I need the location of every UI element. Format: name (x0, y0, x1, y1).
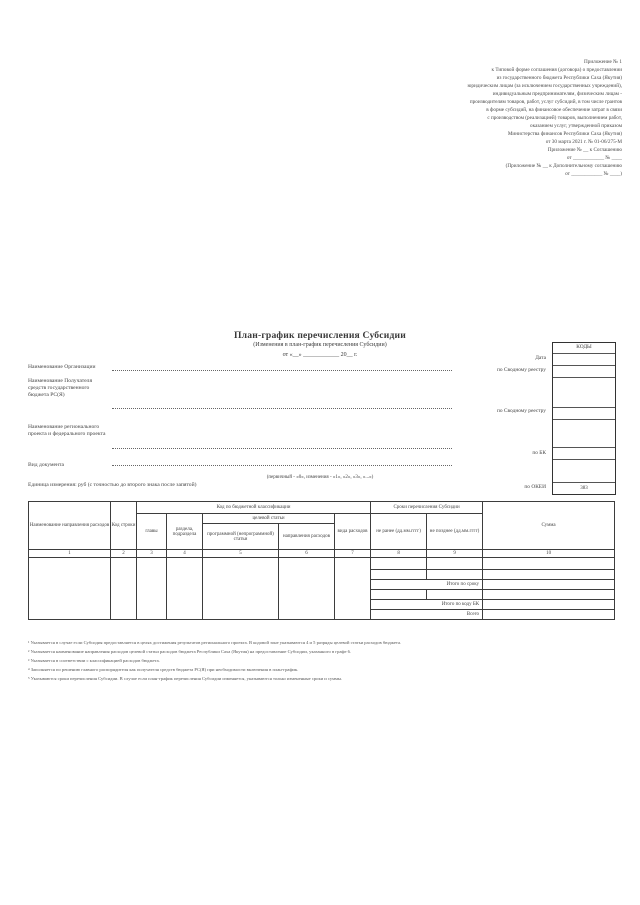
appendix-line: от ____________ № ____ (566, 155, 622, 161)
col-number: 1 (29, 550, 111, 558)
doc-type-hint: (первичный - «0», изменения - «1», «2», «3», «...») (266, 475, 374, 480)
table-cell (483, 590, 615, 600)
appendix-line: Приложение № __ к Соглашению (547, 147, 622, 153)
appendix-line: производителям товаров, работ, услуг субсидий, в том числе грантов (469, 99, 622, 105)
table-cell (111, 558, 137, 620)
table-cell (483, 570, 615, 580)
org-label: Наименование Организации (28, 364, 96, 370)
kbk-total-label: Итого по коду БК (371, 600, 483, 610)
table-cell (483, 558, 615, 570)
col-header-sum: Сумма (483, 502, 615, 550)
appendix-line: Министерства финансов Республики Саха (Якутия) (507, 131, 622, 137)
project-label: Наименование регионального проекта и федерального проекта (28, 424, 106, 437)
col-header-code: Код строки (111, 502, 137, 550)
appendix-line: с производством (реализацией) товаров, выполнением работ, (487, 115, 622, 121)
table-cell (427, 590, 483, 600)
table-cell (167, 558, 203, 620)
appendix-line: в форме субсидий, на финансовое обеспечение затрат в связи (486, 107, 622, 113)
code-label-date: Дата (535, 355, 546, 361)
col-header-srok: Сроки перечисления Субсидии (371, 502, 483, 514)
col-header-cs-dir: направления расходов (279, 524, 335, 550)
appendix-line: к Типовой форме соглашения (договора) о предоставлении (491, 67, 622, 73)
footnotes (28, 638, 614, 683)
table-cell (427, 570, 483, 580)
col-header-cs: целевой статьи (203, 514, 335, 524)
code-cell-svod2-b (553, 419, 615, 420)
code-label-svod2: по Сводному реестру (497, 408, 546, 414)
appendix-line: из государственного бюджета Республики Саха (Якутия) (496, 75, 622, 81)
col-number: 10 (483, 550, 615, 558)
footnote: ² Указывается наименование направления расходов целевой статьи расходов бюджета Республики Саха (Якутия) на предоставление Субсидии, указанного в графе 6. (28, 649, 352, 654)
doc-type-field (112, 465, 452, 466)
table-cell (279, 558, 335, 620)
table-cell (483, 600, 615, 610)
project-field (112, 448, 452, 449)
units-label: Единица измерения: руб (с точностью до второго знака после запятой) (28, 482, 197, 488)
code-cell-date (553, 353, 615, 354)
schedule-table (28, 501, 615, 620)
col-number: 9 (427, 550, 483, 558)
codes-title: КОДЫ (576, 344, 592, 350)
term-total-label: Итого по сроку (371, 580, 483, 590)
codes-box (552, 342, 616, 495)
appendix-line: от ____________ № ____) (565, 171, 622, 177)
document-date: от «__» ____________ 20__ г. (282, 352, 358, 358)
appendix-line: индивидуальным предпринимателям, физическим лицам - (492, 91, 622, 97)
appendix-line: Приложение № 1 (584, 59, 622, 65)
code-cell-bk (553, 447, 615, 448)
footnote: ¹ Указывается в случае если Субсидия предоставляется в целях достижения результатов регионального проекта. В кодовой зоне указываются 4 и 5 разряды целевой статьи расходов бюджета. (28, 640, 402, 645)
grbs-field (112, 408, 452, 409)
table-cell (335, 558, 371, 620)
code-cell-svod2 (553, 407, 615, 408)
appendix-block (352, 58, 622, 178)
col-number: 5 (203, 550, 279, 558)
col-header-glava: главы (137, 514, 167, 550)
col-header-srok-from: не ранее (дд.мм.гггг) (371, 514, 427, 550)
table-cell (371, 590, 427, 600)
table-cell (203, 558, 279, 620)
org-field (112, 370, 452, 371)
appendix-line: от 30 марта 2021 г. № 01-06/275-М (545, 139, 622, 145)
code-label-svod: по Сводному реестру (497, 367, 546, 373)
footnote: ³ Указывается в соответствии с классификацией расходов бюджета. (28, 658, 160, 663)
table-cell (137, 558, 167, 620)
appendix-line: (Приложение № __ к Дополнительному соглашению (505, 163, 622, 169)
code-cell-svod-b (553, 377, 615, 378)
table-cell (483, 610, 615, 620)
code-label-bk: по БК (532, 450, 546, 456)
col-number: 6 (279, 550, 335, 558)
table-cell (483, 580, 615, 590)
col-number: 2 (111, 550, 137, 558)
col-number: 8 (371, 550, 427, 558)
appendix-line: оказанием услуг, утвержденной приказом (530, 123, 622, 129)
col-header-vid: вида расходов (335, 514, 371, 550)
col-header-name: Наименование направления расходов (29, 502, 111, 550)
table-cell (427, 558, 483, 570)
document-subtitle: (Изменения в план-график перечисления Субсидии) (253, 342, 387, 348)
footnote: ⁵ Указываются сроки перечисления Субсидии. В случае если план-график перечисления Субсидии изменяется, указываются только измененные сроки и суммы. (28, 676, 343, 681)
appendix-line: юридическим лицам (за исключением государственных учреждений), (467, 83, 622, 89)
document-title: План-график перечисления Субсидии (233, 330, 407, 341)
doc-type-label: Вид документа (28, 462, 64, 468)
code-cell-bk-b (553, 459, 615, 460)
col-number: 3 (137, 550, 167, 558)
table-cell (371, 570, 427, 580)
code-label-okei: по ОКЕИ (524, 484, 546, 490)
col-header-kbk: Код по бюджетной классификации (137, 502, 371, 514)
col-header-cs-prog: программной (непрограммной) статьи (203, 524, 279, 550)
table-cell (371, 558, 427, 570)
footnote: ⁴ Заполняется по решению главного распорядителя как получателя средств бюджета РС(Я) при необходимости включения в план-график. (28, 667, 299, 672)
col-number: 7 (335, 550, 371, 558)
table-cell (29, 558, 111, 620)
col-number: 4 (167, 550, 203, 558)
col-header-srok-to: не позднее (дд.мм.гггг) (427, 514, 483, 550)
grbs-label: Наименование Получателя средств государственного бюджета РС(Я) (28, 378, 93, 398)
code-cell-okei: 383 (553, 482, 615, 494)
grand-total-label: Всего (371, 610, 483, 620)
col-header-razdel: раздела, подраздела (167, 514, 203, 550)
code-cell-svod (553, 365, 615, 366)
